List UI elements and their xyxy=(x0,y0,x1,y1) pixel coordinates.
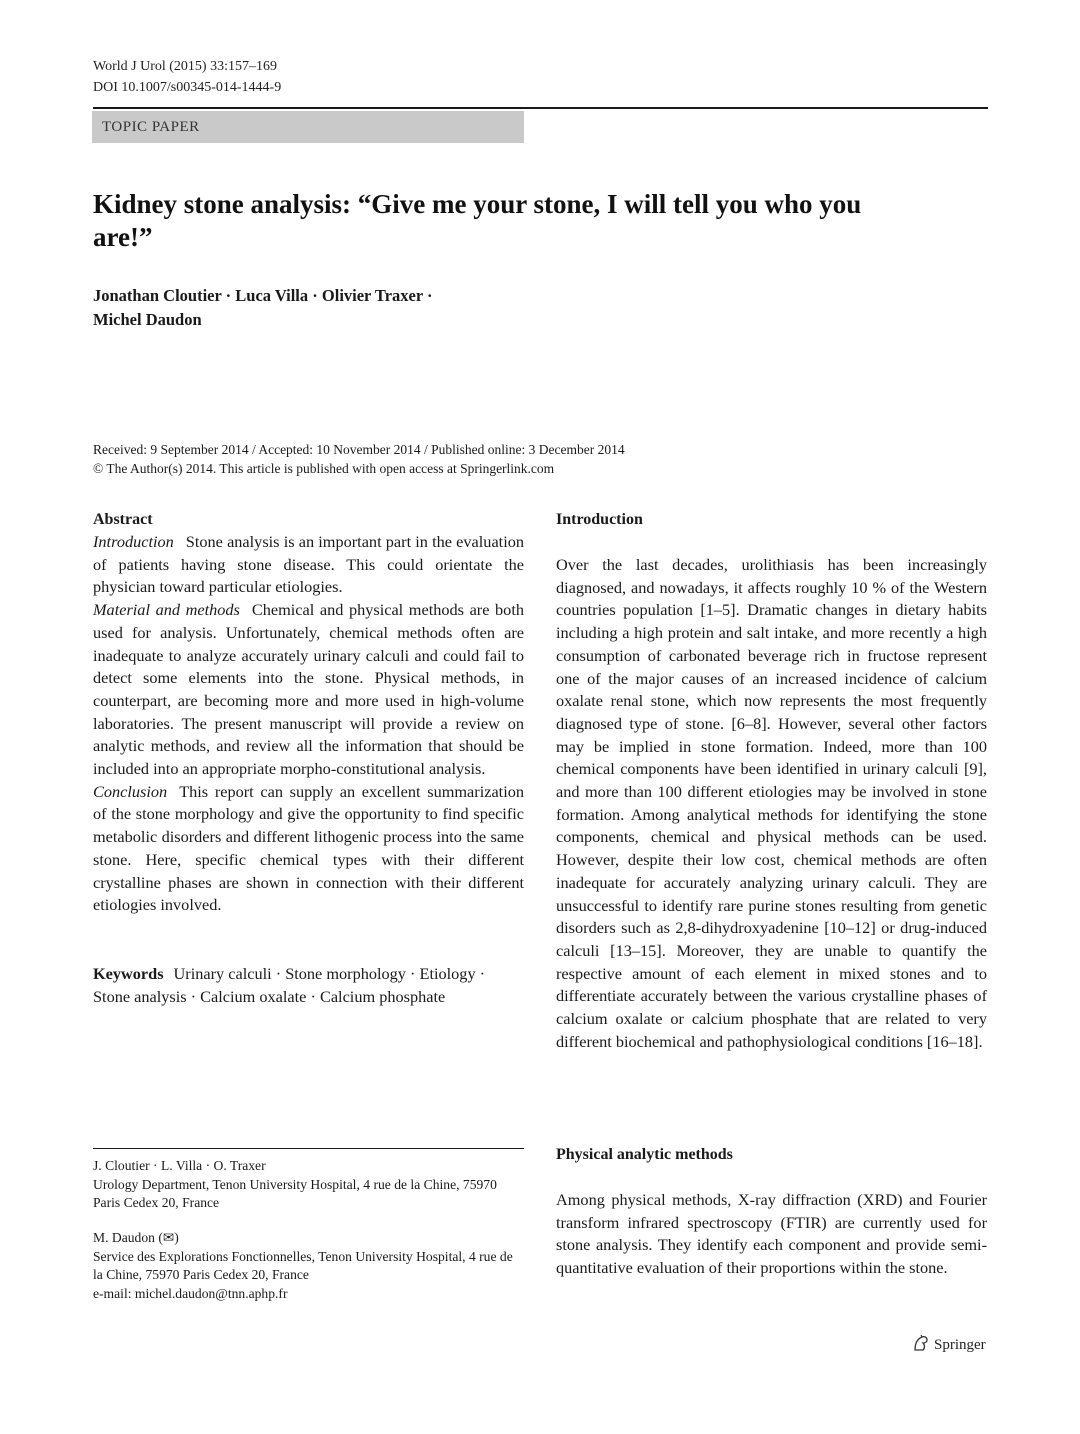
affiliation-2 xyxy=(93,1229,524,1303)
abstract-introduction xyxy=(93,531,524,599)
abstract-methods-label: Material and methods xyxy=(93,600,240,620)
physical-methods-heading: Physical analytic methods xyxy=(556,1146,733,1163)
doi: DOI 10.1007/s00345-014-1444-9 xyxy=(93,80,282,95)
springer-horse-icon xyxy=(912,1334,930,1352)
publisher-name: Springer xyxy=(934,1337,986,1353)
paper-title: Kidney stone analysis: “Give me your stone, I will tell you who you are!” xyxy=(93,189,862,252)
physical-methods-text: Among physical methods, X-ray diffraction (XRD) and Fourier transform infrared spectroscopy (FTIR) are currently used for stone analysis. They identify each component and provide semi-quantitative evaluation of their proportions within the stone. xyxy=(556,1190,987,1278)
abstract-conclusion xyxy=(93,781,524,917)
abstract-section xyxy=(93,509,524,917)
keywords-text: Urinary calculi · Stone morphology · Etiology · Stone analysis · Calcium oxalate · Calcium phosphate xyxy=(93,964,486,1006)
author-list xyxy=(93,284,513,332)
corresponding-email[interactable]: e-mail: michel.daudon@tnn.aphp.fr xyxy=(93,1285,288,1301)
header-rule xyxy=(93,107,988,109)
publication-dates: Received: 9 September 2014 / Accepted: 10 November 2014 / Published online: 3 December 2014 xyxy=(93,442,625,457)
abstract-methods-text: Chemical and physical methods are both used for analysis. Unfortunately, chemical methods often are inadequate to analyze accurately urinary calculi and could fail to detect some elements into the stone. Physical methods, in counterpart, are becoming more and more used in high-volume laboratories. The present manuscript will provide a review on analytic methods, and review all the information that should be included into an appropriate morpho-constitutional analysis. xyxy=(93,600,524,779)
affiliation-1-address: Urology Department, Tenon University Hospital, 4 rue de la Chine, 75970 Paris Cedex 20, France xyxy=(93,1176,497,1210)
abstract-intro-text: Stone analysis is an important part in the evaluation of patients having stone disease. This could orientate the physician toward particular etiologies. xyxy=(93,532,524,597)
affiliation-2-address: Service des Explorations Fonctionnelles, Tenon University Hospital, 4 rue de la Chine, 75970 Paris Cedex 20, France xyxy=(93,1248,513,1282)
affiliation-1-names: J. Cloutier · L. Villa · O. Traxer xyxy=(93,1158,266,1173)
affiliation-2-name: M. Daudon (✉) xyxy=(93,1230,179,1245)
abstract-conclusion-label: Conclusion xyxy=(93,781,168,801)
abstract-heading: Abstract xyxy=(93,511,153,528)
authors-line-2: Michel Daudon xyxy=(93,310,202,329)
abstract-body xyxy=(93,531,524,917)
abstract-methods xyxy=(93,599,524,781)
footnote-rule xyxy=(93,1148,524,1149)
copyright-notice: © The Author(s) 2014. This article is published with open access at Springerlink.com xyxy=(93,461,555,476)
abstract-conclusion-text: This report can supply an excellent summarization of the stone morphology and give the opportunity to find specific metabolic disorders and different lithogenic process into the same stone. Here, specific chemical types with their different crystalline phases are shown in connection with their different etiologies involved. xyxy=(93,781,524,915)
abstract-intro-label: Introduction xyxy=(93,532,174,551)
journal-citation: World J Urol (2015) 33:157–169 xyxy=(93,59,277,74)
introduction-heading: Introduction xyxy=(556,511,643,528)
publisher-logo xyxy=(912,1334,986,1355)
keywords-label: Keywords xyxy=(93,964,164,983)
affiliation-1 xyxy=(93,1157,524,1213)
keywords xyxy=(93,963,524,1008)
article-type-badge: TOPIC PAPER xyxy=(92,111,524,143)
introduction-text: Over the last decades, urolithiasis has been increasingly diagnosed, and nowadays, it affects roughly 10 % of the Western countries population [1–5]. Dramatic changes in dietary habits including a high protein and salt intake, and more recently a high consumption of carbonated beverage rich in fructose represent one of the major causes of an increased incidence of calcium oxalate renal stone, which now represents the most frequently diagnosed type of stone. [6–8]. However, several other factors may be implied in stone formation. Indeed, more than 100 chemical components have been identified in urinary calculi [9], and more than 100 different etiologies may be involved in stone formation. Among analytical methods for identifying the stone components, chemical and physical methods can be used. However, despite their low cost, chemical methods are often inadequate for accurately analyzing urinary calculi. They are unsuccessful to identify rare purine stones resulting from genetic disorders such as 2,8-dihydroxyadenine [10–12] or drug-induced calculi [13–15]. Moreover, they are unable to quantify the respective amount of each element in mixed stones and to differentiate accurately between the various crystalline phases of calcium oxalate or calcium phosphate that are related to very different biochemical and pathophysiological conditions [16–18]. xyxy=(556,555,987,1051)
authors-line-1: Jonathan Cloutier · Luca Villa · Olivier Traxer · xyxy=(93,286,433,305)
